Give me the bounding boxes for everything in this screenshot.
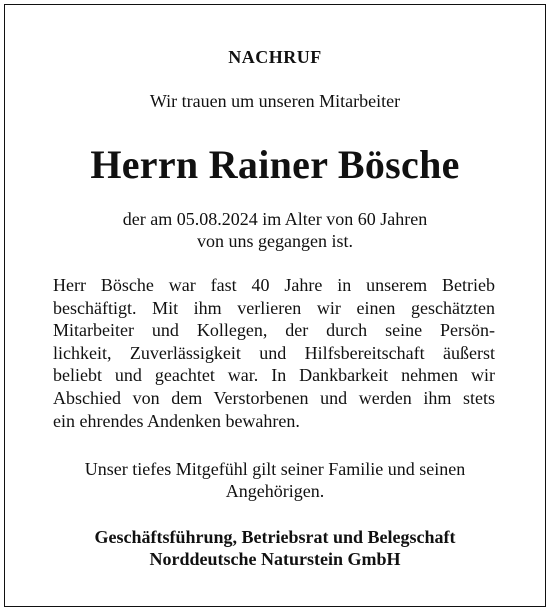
condolence-text (5, 458, 545, 502)
intro-line: Wir trauen um unseren Mitarbeiter (149, 91, 401, 111)
condolence-line: Angehörigen. (225, 481, 325, 501)
paragraph-line: Herr Bösche war fast 40 Jahre in unserem Betrieb (53, 275, 495, 295)
signature-block (5, 526, 545, 570)
deceased-name: Herrn Rainer Bösche (90, 142, 460, 187)
paragraph-line: beliebt und geachtet war. In Dankbarkeit nehmen wir (53, 365, 495, 386)
condolence-line: Unser tiefes Mitgefühl gilt seiner Familie und seinen (84, 459, 466, 479)
paragraph-line: Mitarbeiter und Kollegen, der durch seine Persön- (53, 320, 495, 341)
date-line: von uns gegangen ist. (197, 231, 353, 251)
paragraph-line: ein ehrendes Andenken bewahren. (53, 410, 300, 431)
notice-heading: NACHRUF (228, 47, 322, 67)
company-name: Norddeutsche Naturstein GmbH (149, 549, 401, 569)
obituary-notice (4, 4, 546, 607)
paragraph-line: lichkeit, Zuverlässigkeit und Hilfsbereitschaft äußerst (53, 342, 495, 363)
paragraph-line: Abschied von dem Verstorbenen und werden ihm stets (53, 387, 495, 408)
date-line: der am 05.08.2024 im Alter von 60 Jahren (122, 209, 428, 229)
signature-line: Geschäftsführung, Betriebsrat und Belegschaft (94, 527, 456, 547)
tribute-paragraph (53, 274, 495, 432)
death-date-text (5, 208, 545, 252)
paragraph-line: beschäftigt. Mit ihm verlieren wir einen geschätzten (53, 297, 495, 318)
